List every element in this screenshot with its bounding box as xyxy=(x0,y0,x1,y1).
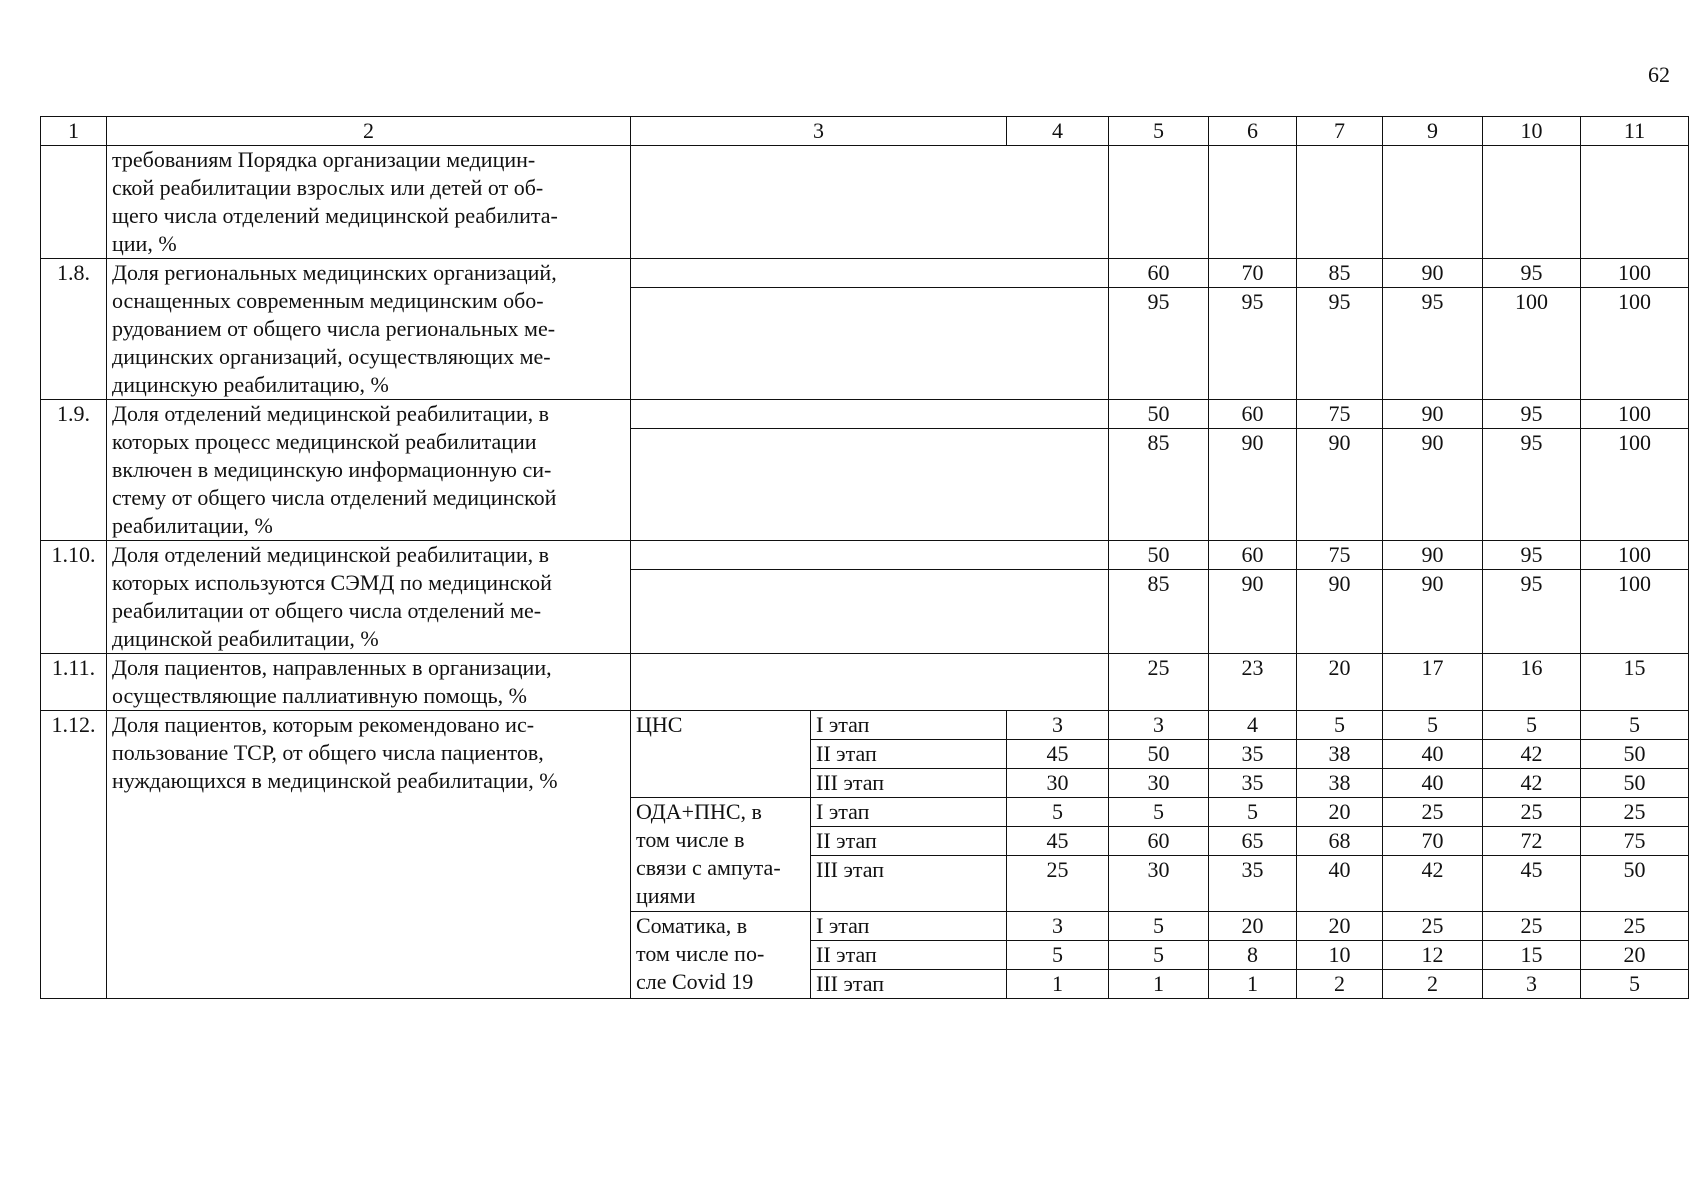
header-cell: 5 xyxy=(1109,117,1209,146)
value-cell: 90 xyxy=(1297,570,1383,654)
value-cell: 38 xyxy=(1297,740,1383,769)
value-cell: 20 xyxy=(1581,941,1689,970)
group-label: ЦНС xyxy=(631,711,811,798)
value-cell: 90 xyxy=(1383,570,1483,654)
value-cell: 70 xyxy=(1383,827,1483,856)
value-cell: 65 xyxy=(1209,827,1297,856)
value-cell: 95 xyxy=(1483,400,1581,429)
value-cell: 95 xyxy=(1383,288,1483,400)
table-row xyxy=(41,711,1689,740)
value-cell: 100 xyxy=(1581,400,1689,429)
value-cell: 25 xyxy=(1109,654,1209,711)
table-row xyxy=(41,259,1689,288)
value-cell: 25 xyxy=(1581,798,1689,827)
value-cell: 20 xyxy=(1297,798,1383,827)
value-cell: 5 xyxy=(1109,912,1209,941)
value-cell: 40 xyxy=(1383,740,1483,769)
stage-label: I этап xyxy=(811,711,1007,740)
stage-label: I этап xyxy=(811,912,1007,941)
empty-cell xyxy=(631,400,1109,429)
value-cell: 5 xyxy=(1209,798,1297,827)
value-cell: 5 xyxy=(1297,711,1383,740)
value-cell: 1 xyxy=(1209,970,1297,999)
header-cell: 6 xyxy=(1209,117,1297,146)
value-cell: 5 xyxy=(1007,798,1109,827)
value-cell: 2 xyxy=(1383,970,1483,999)
value-cell: 68 xyxy=(1297,827,1383,856)
value-cell: 95 xyxy=(1483,259,1581,288)
value-cell: 1 xyxy=(1007,970,1109,999)
value-cell: 100 xyxy=(1581,259,1689,288)
empty-cell xyxy=(631,259,1109,288)
header-cell: 7 xyxy=(1297,117,1383,146)
value-cell: 3 xyxy=(1007,912,1109,941)
table-row xyxy=(41,400,1689,429)
value-cell: 85 xyxy=(1109,429,1209,541)
value-cell: 20 xyxy=(1297,654,1383,711)
value-cell: 5 xyxy=(1383,711,1483,740)
value-cell: 5 xyxy=(1581,711,1689,740)
value-cell: 45 xyxy=(1483,856,1581,912)
value-cell: 3 xyxy=(1109,711,1209,740)
value-cell: 25 xyxy=(1007,856,1109,912)
value-cell: 42 xyxy=(1383,856,1483,912)
value-cell: 5 xyxy=(1109,941,1209,970)
value-cell: 30 xyxy=(1109,769,1209,798)
value-cell: 25 xyxy=(1483,912,1581,941)
value-cell: 70 xyxy=(1209,259,1297,288)
header-cell: 2 xyxy=(107,117,631,146)
value-cell: 75 xyxy=(1297,400,1383,429)
table-row xyxy=(41,541,1689,570)
value-cell: 1 xyxy=(1109,970,1209,999)
group-label: ОДА+ПНС, в том числе в связи с ампута- циями xyxy=(631,798,811,912)
value-cell: 38 xyxy=(1297,769,1383,798)
value-cell: 95 xyxy=(1209,288,1297,400)
value-cell: 3 xyxy=(1483,970,1581,999)
value-cell: 95 xyxy=(1483,429,1581,541)
value-cell: 90 xyxy=(1209,429,1297,541)
value-cell: 25 xyxy=(1581,912,1689,941)
value-cell: 90 xyxy=(1383,400,1483,429)
value-cell: 25 xyxy=(1383,912,1483,941)
row-description: Доля отделений медицинской реабилитации, в которых процесс медицинской реабилитации включен в медицинскую информационную си- стему от общего числа отделений медицинской реабилитации, % xyxy=(107,400,631,541)
value-cell xyxy=(1383,146,1483,259)
empty-cell xyxy=(631,288,1109,400)
value-cell: 30 xyxy=(1007,769,1109,798)
row-number-cell: 1.9. xyxy=(41,400,107,541)
value-cell: 16 xyxy=(1483,654,1581,711)
value-cell: 75 xyxy=(1581,827,1689,856)
stage-label: II этап xyxy=(811,941,1007,970)
value-cell: 72 xyxy=(1483,827,1581,856)
empty-cell xyxy=(631,570,1109,654)
row-description: Доля региональных медицинских организаций, оснащенных современным медицинским обо- рудованием от общего числа региональных ме- дицинских организаций, осуществляющих ме- дицинскую реабилитацию, % xyxy=(107,259,631,400)
stage-label: II этап xyxy=(811,827,1007,856)
value-cell: 95 xyxy=(1483,541,1581,570)
value-cell: 60 xyxy=(1109,259,1209,288)
value-cell: 35 xyxy=(1209,856,1297,912)
row-description: Доля отделений медицинской реабилитации, в которых используются СЭМД по медицинской реабилитации от общего числа отделений ме- дицинской реабилитации, % xyxy=(107,541,631,654)
value-cell: 50 xyxy=(1109,400,1209,429)
stage-label: III этап xyxy=(811,769,1007,798)
value-cell: 10 xyxy=(1297,941,1383,970)
row-number-cell: 1.12. xyxy=(41,711,107,999)
value-cell: 100 xyxy=(1581,541,1689,570)
value-cell: 90 xyxy=(1383,541,1483,570)
value-cell: 35 xyxy=(1209,740,1297,769)
value-cell: 42 xyxy=(1483,740,1581,769)
empty-cell xyxy=(631,429,1109,541)
value-cell: 17 xyxy=(1383,654,1483,711)
value-cell: 95 xyxy=(1483,570,1581,654)
value-cell: 95 xyxy=(1109,288,1209,400)
header-cell: 10 xyxy=(1483,117,1581,146)
value-cell: 15 xyxy=(1581,654,1689,711)
table-row xyxy=(41,146,1689,259)
value-cell: 40 xyxy=(1383,769,1483,798)
indicators-table xyxy=(40,116,1689,999)
header-cell: 9 xyxy=(1383,117,1483,146)
header-cell: 11 xyxy=(1581,117,1689,146)
row-number-cell: 1.11. xyxy=(41,654,107,711)
value-cell: 100 xyxy=(1581,288,1689,400)
value-cell: 45 xyxy=(1007,740,1109,769)
group-label: Соматика, в том числе по- сле Covid 19 xyxy=(631,912,811,999)
empty-cell xyxy=(631,654,1109,711)
value-cell: 25 xyxy=(1483,798,1581,827)
value-cell: 15 xyxy=(1483,941,1581,970)
value-cell: 50 xyxy=(1581,769,1689,798)
value-cell: 90 xyxy=(1383,259,1483,288)
value-cell: 23 xyxy=(1209,654,1297,711)
value-cell: 8 xyxy=(1209,941,1297,970)
value-cell: 60 xyxy=(1209,541,1297,570)
empty-cell xyxy=(631,146,1109,259)
value-cell: 100 xyxy=(1483,288,1581,400)
value-cell: 50 xyxy=(1581,740,1689,769)
value-cell: 50 xyxy=(1581,856,1689,912)
value-cell: 20 xyxy=(1209,912,1297,941)
value-cell: 12 xyxy=(1383,941,1483,970)
value-cell: 5 xyxy=(1007,941,1109,970)
value-cell: 5 xyxy=(1483,711,1581,740)
value-cell: 75 xyxy=(1297,541,1383,570)
table-row xyxy=(41,654,1689,711)
row-number-cell xyxy=(41,146,107,259)
header-cell: 3 xyxy=(631,117,1007,146)
value-cell: 5 xyxy=(1581,970,1689,999)
value-cell: 50 xyxy=(1109,541,1209,570)
value-cell: 90 xyxy=(1297,429,1383,541)
page-number: 62 xyxy=(1648,62,1670,87)
value-cell: 2 xyxy=(1297,970,1383,999)
row-description: Доля пациентов, направленных в организации, осуществляющие паллиативную помощь, % xyxy=(107,654,631,711)
row-description: Доля пациентов, которым рекомендовано ис- пользование ТСР, от общего числа пациентов, нуждающихся в медицинской реабилитации, % xyxy=(107,711,631,999)
value-cell: 85 xyxy=(1109,570,1209,654)
value-cell: 3 xyxy=(1007,711,1109,740)
stage-label: II этап xyxy=(811,740,1007,769)
value-cell: 20 xyxy=(1297,912,1383,941)
value-cell: 4 xyxy=(1209,711,1297,740)
row-description: требованиям Порядка организации медицин- ской реабилитации взрослых или детей от об- щего числа отделений медицинской реабилита- ции, % xyxy=(107,146,631,259)
empty-cell xyxy=(631,541,1109,570)
value-cell: 90 xyxy=(1209,570,1297,654)
value-cell: 25 xyxy=(1383,798,1483,827)
value-cell: 42 xyxy=(1483,769,1581,798)
value-cell: 40 xyxy=(1297,856,1383,912)
value-cell xyxy=(1483,146,1581,259)
value-cell xyxy=(1297,146,1383,259)
value-cell xyxy=(1209,146,1297,259)
header-cell: 4 xyxy=(1007,117,1109,146)
value-cell: 5 xyxy=(1109,798,1209,827)
value-cell: 60 xyxy=(1209,400,1297,429)
value-cell: 50 xyxy=(1109,740,1209,769)
value-cell: 60 xyxy=(1109,827,1209,856)
value-cell: 85 xyxy=(1297,259,1383,288)
value-cell: 35 xyxy=(1209,769,1297,798)
row-number-cell: 1.10. xyxy=(41,541,107,654)
stage-label: III этап xyxy=(811,856,1007,912)
value-cell xyxy=(1109,146,1209,259)
value-cell: 100 xyxy=(1581,570,1689,654)
value-cell: 100 xyxy=(1581,429,1689,541)
value-cell: 90 xyxy=(1383,429,1483,541)
stage-label: I этап xyxy=(811,798,1007,827)
row-number-cell: 1.8. xyxy=(41,259,107,400)
value-cell xyxy=(1581,146,1689,259)
value-cell: 95 xyxy=(1297,288,1383,400)
stage-label: III этап xyxy=(811,970,1007,999)
header-row xyxy=(41,117,1689,146)
value-cell: 30 xyxy=(1109,856,1209,912)
value-cell: 45 xyxy=(1007,827,1109,856)
header-cell: 1 xyxy=(41,117,107,146)
